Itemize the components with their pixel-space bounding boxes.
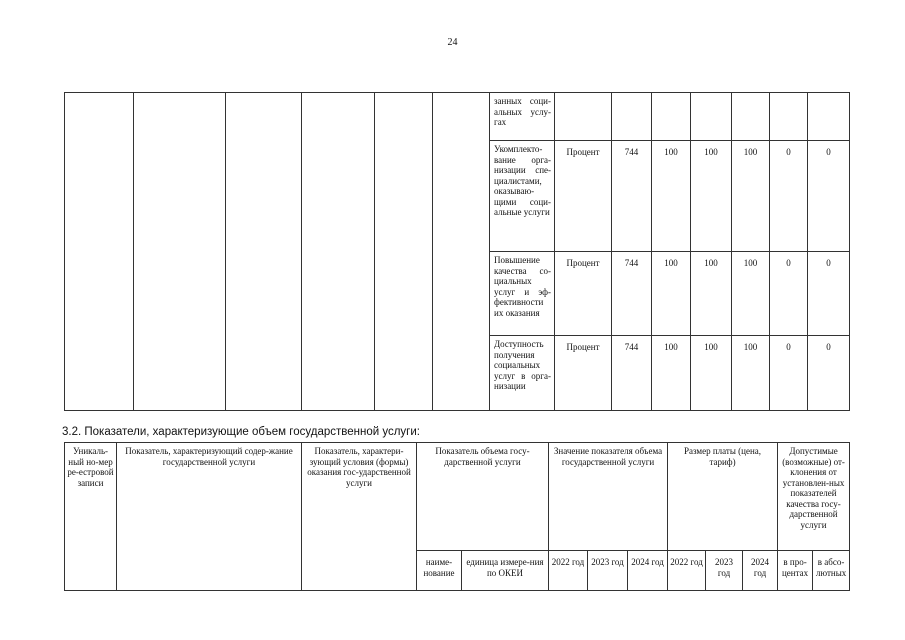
indicator-name: Доступность получения социальных услуг в орга-низации	[490, 336, 555, 411]
value-2024	[732, 93, 770, 141]
table-cell	[226, 93, 302, 411]
subheader-fee-2024: 2024 год	[743, 551, 778, 591]
subheader-absolute: в абсо-лютных	[813, 551, 850, 591]
deviation-percent: 0	[770, 336, 808, 411]
table-header-row	[65, 443, 850, 551]
okei-code: 744	[612, 141, 652, 252]
header-volume-indicator: Показатель объема госу-дарственной услуги	[417, 443, 549, 551]
subheader-name: наиме-нование	[417, 551, 462, 591]
page-number: 24	[447, 37, 458, 48]
quality-indicators-table	[64, 92, 850, 411]
table-cell	[375, 93, 433, 411]
header-service-content: Показатель, характеризующий содер-жание государственной услуги	[117, 443, 302, 591]
deviation-absolute: 0	[808, 336, 850, 411]
value-2022: 100	[652, 141, 691, 252]
volume-indicators-table	[64, 442, 850, 591]
header-registry-number: Уникаль-ный но-мер ре-естровой записи	[65, 443, 117, 591]
value-2024: 100	[732, 252, 770, 336]
okei-code: 744	[612, 336, 652, 411]
subheader-fee-2023: 2023 год	[706, 551, 743, 591]
subheader-2022: 2022 год	[549, 551, 588, 591]
subheader-2024: 2024 год	[628, 551, 668, 591]
table-cell	[302, 93, 375, 411]
okei-code: 744	[612, 252, 652, 336]
deviation-percent	[770, 93, 808, 141]
value-2023: 100	[691, 141, 732, 252]
indicator-name: Укомплекто-вание орга-низации спе-циалистами, оказываю-щими соци-альные услуги	[490, 141, 555, 252]
indicator-name: занных соци-альных услу-гах	[490, 93, 555, 141]
deviation-absolute	[808, 93, 850, 141]
indicator-unit: Процент	[555, 336, 612, 411]
indicator-unit: Процент	[555, 252, 612, 336]
deviation-absolute: 0	[808, 252, 850, 336]
section-title: 3.2. Показатели, характеризующие объем государственной услуги:	[62, 426, 420, 438]
indicator-name: Повышение качества со-циальных услуг и эф-фективности их оказания	[490, 252, 555, 336]
header-service-conditions: Показатель, характери-зующий условия (формы) оказания гос-ударственной услуги	[302, 443, 417, 591]
table-cell	[65, 93, 134, 411]
value-2024: 100	[732, 141, 770, 252]
deviation-absolute: 0	[808, 141, 850, 252]
table-cell	[433, 93, 490, 411]
subheader-percent: в про-центах	[778, 551, 813, 591]
deviation-percent: 0	[770, 252, 808, 336]
header-deviation: Допустимые (возможные) от-клонения от установлен-ных показателей качества госу-дарственной услуги	[778, 443, 850, 551]
indicator-unit	[555, 93, 612, 141]
value-2023	[691, 93, 732, 141]
value-2022	[652, 93, 691, 141]
subheader-fee-2022: 2022 год	[668, 551, 706, 591]
value-2023: 100	[691, 252, 732, 336]
header-volume-value: Значение показателя объема государственной услуги	[549, 443, 668, 551]
okei-code	[612, 93, 652, 141]
value-2022: 100	[652, 336, 691, 411]
table-row	[65, 93, 850, 141]
subheader-unit: единица измере-ния по ОКЕИ	[462, 551, 549, 591]
header-fee: Размер платы (цена, тариф)	[668, 443, 778, 551]
deviation-percent: 0	[770, 141, 808, 252]
value-2023: 100	[691, 336, 732, 411]
value-2022: 100	[652, 252, 691, 336]
value-2024: 100	[732, 336, 770, 411]
subheader-2023: 2023 год	[588, 551, 628, 591]
indicator-unit: Процент	[555, 141, 612, 252]
table-cell	[134, 93, 226, 411]
